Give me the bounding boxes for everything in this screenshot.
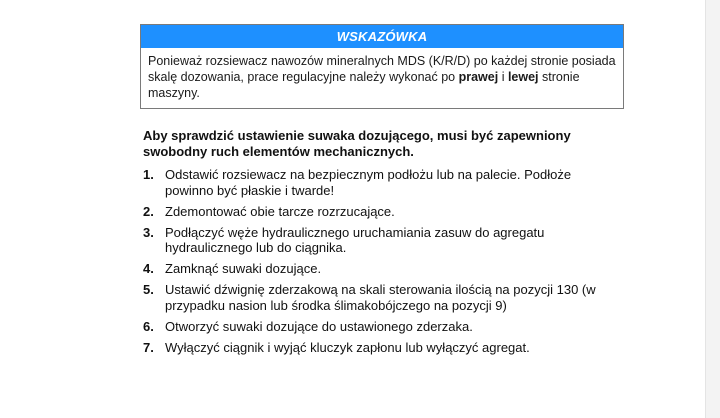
step-number: 2. (143, 203, 154, 219)
note-text-part-3: stronie maszyny. (148, 70, 580, 100)
step-text: Zdemontować obie tarcze rozrzucające. (165, 203, 395, 219)
step-text: Ustawić dźwignię zderzakową na skali sterowania ilością na pozycji 130 (w przypadku nasion lub środka ślimakobójczego na pozycji 9) (165, 282, 596, 313)
step-item (143, 319, 623, 335)
step-number: 1. (143, 167, 154, 182)
step-number: 4. (143, 261, 154, 276)
step-text: Zamknąć suwaki dozujące. (165, 261, 322, 276)
viewer-scroll-gutter[interactable] (705, 0, 720, 418)
step-item (143, 167, 623, 198)
note-text (141, 48, 623, 101)
steps-list (143, 167, 623, 361)
step-item (143, 282, 623, 313)
step-text: Odstawić rozsiewacz na bezpiecznym podłożu lub na palecie. Podłoże powinno być płaskie i twarde! (165, 167, 572, 198)
note-text-part-1: Ponieważ rozsiewacz nawozów mineralnych MDS (K/R/D) po każdej stronie posiada skalę dozowania, prace regulacyjne należy wykonać po (148, 54, 616, 84)
note-title: WSKAZÓWKA (141, 25, 623, 48)
step-item (143, 225, 623, 256)
step-item (143, 261, 623, 277)
step-number: 5. (143, 282, 154, 297)
step-text: Podłączyć węże hydraulicznego uruchamiania zasuw do agregatu hydraulicznego lub do ciągnika. (165, 224, 545, 255)
note-bold-right: prawej (458, 70, 499, 84)
step-item (143, 204, 623, 220)
step-item (143, 340, 623, 356)
step-text: Otworzyć suwaki dozujące do ustawionego zderzaka. (165, 318, 473, 334)
note-text-part-2: i (498, 70, 508, 84)
intro-heading: Aby sprawdzić ustawienie suwaka dozującego, musi być zapewniony swobodny ruch elementów mechanicznych. (143, 128, 571, 159)
note-bold-left: lewej (507, 70, 539, 84)
step-number: 6. (143, 318, 154, 334)
step-number: 7. (143, 339, 154, 355)
note-box (140, 24, 624, 109)
step-text: Wyłączyć ciągnik i wyjąć kluczyk zapłonu lub wyłączyć agregat. (165, 339, 530, 355)
step-number: 3. (143, 224, 154, 240)
